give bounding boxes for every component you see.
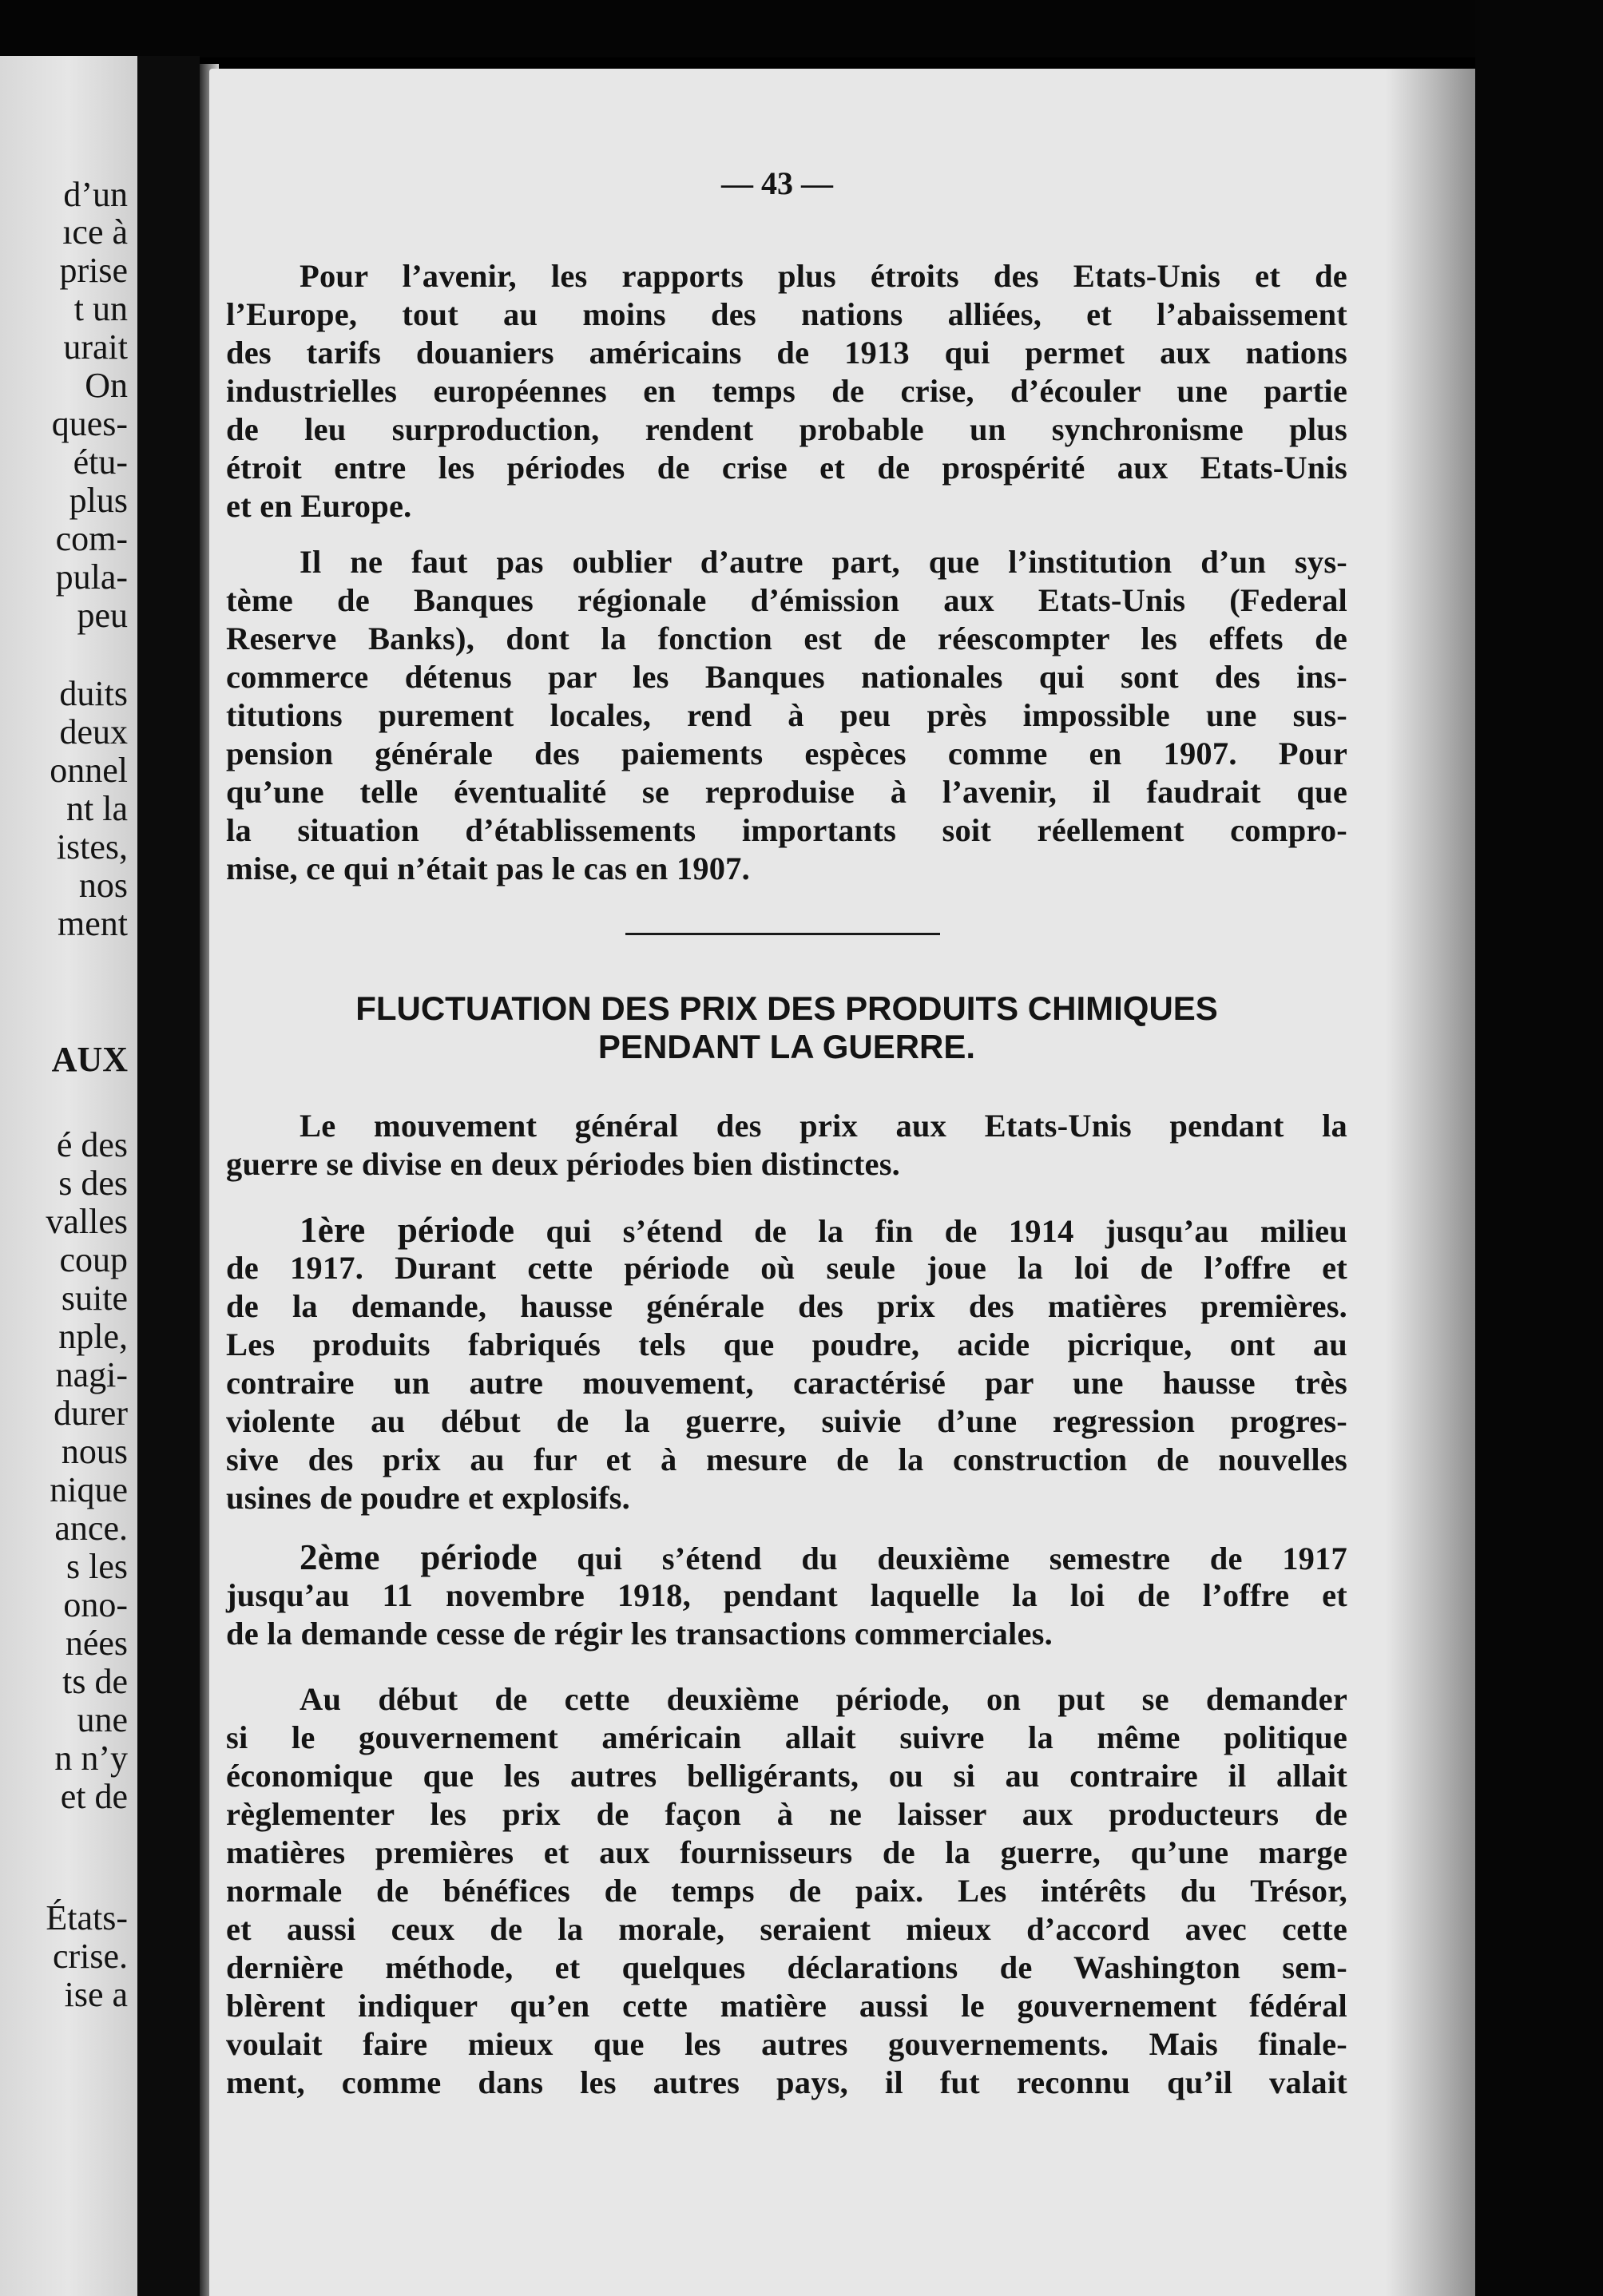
previous-page-text-fragment: s les <box>66 1547 128 1586</box>
text-line: contraire un autre mouvement, caractérisé par une hausse très <box>226 1365 1347 1401</box>
previous-page-text-fragment: nous <box>61 1432 128 1471</box>
previous-page-text-fragment: On <box>85 366 128 405</box>
previous-page-text-fragment: nagi- <box>55 1355 128 1394</box>
text-line: de leu surproduction, rendent probable un synchronisme plus <box>226 411 1347 447</box>
text-line: sive des prix au fur et à mesure de la construction de nouvelles <box>226 1441 1347 1477</box>
period-2-label: 2ème période <box>300 1537 538 1577</box>
text-line: tème de Banques régionale d’émission aux Etats-Unis (Federal <box>226 582 1347 618</box>
previous-page-text-fragment: AUX <box>51 1040 128 1079</box>
text-line: Le mouvement général des prix aux Etats-Unis pendant la <box>300 1108 1347 1144</box>
text-line: normale de bénéfices de temps de paix. Les intérêts du Trésor, <box>226 1873 1347 1909</box>
previous-page-text-fragment: d’un <box>63 175 128 214</box>
previous-page-text-fragment: duits <box>59 674 128 713</box>
book-binding-gutter <box>137 56 200 2296</box>
previous-page-text-fragment: suite <box>61 1279 128 1318</box>
previous-page-text-fragment: une <box>77 1700 128 1739</box>
text-line: la situation d’établissements importants soit réellement compro- <box>226 812 1347 848</box>
paragraph-first-period <box>226 1211 1347 1517</box>
text-line: Pour l’avenir, les rapports plus étroits des Etats-Unis et de <box>300 258 1347 294</box>
text-line: usines de poudre et explosifs. <box>226 1480 630 1516</box>
previous-page-text-fragment: ques- <box>51 404 128 443</box>
previous-page-text-fragment: é des <box>56 1125 128 1164</box>
heading-line: FLUCTUATION DES PRIX DES PRODUITS CHIMIQUES <box>355 989 1218 1027</box>
text-line: si le gouvernement américain allait suivre la même politique <box>226 1719 1347 1755</box>
text-line: ment, comme dans les autres pays, il fut reconnu qu’il valait <box>226 2064 1347 2100</box>
previous-page-text-fragment: ance. <box>54 1509 128 1548</box>
previous-page-text-fragment: et de <box>60 1777 128 1816</box>
previous-page-text-fragment: istes, <box>56 827 128 866</box>
previous-page-text-fragment: coup <box>59 1240 128 1279</box>
previous-page-text-fragment: crise. <box>52 1937 128 1976</box>
text-line: industrielles européennes en temps de crise, d’écouler une partie <box>226 373 1347 409</box>
previous-page-text-fragment: t un <box>73 289 128 328</box>
text-line: et en Europe. <box>226 488 412 524</box>
text-line: Au début de cette deuxième période, on put se demander <box>300 1681 1347 1717</box>
previous-page-text-fragment: durer <box>54 1394 128 1433</box>
previous-page-text-fragment: ise a <box>64 1975 128 2014</box>
text-line: commerce détenus par les Banques nationales qui sont des ins- <box>226 659 1347 695</box>
previous-page-text-fragment: nique <box>50 1470 128 1509</box>
heading-line: PENDANT LA GUERRE. <box>597 1028 976 1065</box>
previous-page-text-fragment: s des <box>58 1164 128 1203</box>
previous-page-text-fragment: com- <box>55 519 128 558</box>
text-line: titutions purement locales, rend à peu près impossible une sus- <box>226 697 1347 733</box>
text-line: l’Europe, tout au moins des nations alliées, et l’abaissement <box>226 296 1347 332</box>
text-line: guerre se divise en deux périodes bien distinctes. <box>226 1146 900 1182</box>
previous-page-text-fragment: ment <box>58 904 128 943</box>
text-line <box>226 1538 1347 1576</box>
previous-page-text-fragment: urait <box>63 327 128 367</box>
text-line: violente au début de la guerre, suivie d’une regression progres- <box>226 1403 1347 1439</box>
previous-page-text-fragment: onnel <box>50 751 128 790</box>
previous-page-text-fragment: ts de <box>62 1662 128 1701</box>
scan-top-border <box>0 0 1603 57</box>
text-fragment: qui s’étend de la fin de 1914 jusqu’au milieu <box>514 1213 1348 1249</box>
scan-right-border <box>1475 0 1603 2296</box>
previous-page-text-fragment: ono- <box>63 1585 128 1624</box>
paragraph-future-relations <box>226 257 1347 525</box>
period-1-label: 1ère période <box>300 1210 515 1250</box>
text-line: des tarifs douaniers américains de 1913 qui permet aux nations <box>226 335 1347 371</box>
previous-page-text-fragment: nées <box>65 1624 128 1663</box>
previous-page-text-fragment: nt la <box>66 789 128 828</box>
text-line: Reserve Banks), dont la fonction est de réescompter les effets de <box>226 621 1347 656</box>
text-line: jusqu’au 11 novembre 1918, pendant laquelle la loi de l’offre et <box>226 1577 1347 1613</box>
text-line: de la demande, hausse générale des prix des matières premières. <box>226 1288 1347 1324</box>
text-line <box>226 1211 1347 1249</box>
text-line: qu’une telle éventualité se reproduise à l’avenir, il faudrait que <box>226 774 1347 810</box>
section-divider-rule <box>625 933 940 935</box>
text-line: de 1917. Durant cette période où seule joue la loi de l’offre et <box>226 1250 1347 1286</box>
text-line: étroit entre les périodes de crise et de prospérité aux Etats-Unis <box>226 450 1347 486</box>
text-line: et aussi ceux de la morale, seraient mieux d’accord avec cette <box>226 1911 1347 1947</box>
text-line: blèrent indiquer qu’en cette matière aussi le gouvernement fédéral <box>226 1988 1347 2024</box>
text-line: économique que les autres belligérants, ou si au contraire il allait <box>226 1758 1347 1794</box>
previous-page-text-fragment: étu- <box>73 442 128 482</box>
text-line: règlementer les prix de façon à ne laisser aux producteurs de <box>226 1796 1347 1832</box>
previous-page-text-fragment: prise <box>59 251 128 290</box>
previous-page-text-fragment: deux <box>59 712 128 751</box>
text-line: dernière méthode, et quelques déclarations de Washington sem- <box>226 1949 1347 1985</box>
previous-page-text-fragment: valles <box>46 1202 128 1241</box>
page-edge-shading <box>1386 69 1475 2296</box>
text-line: pension générale des paiements espèces comme en 1907. Pour <box>226 736 1347 771</box>
paragraph-general-movement <box>226 1107 1347 1184</box>
previous-page-text-fragment: nple, <box>58 1317 128 1356</box>
previous-page-text-fragment: plus <box>69 481 128 520</box>
section-heading <box>226 990 1347 1067</box>
text-line: voulait faire mieux que les autres gouvernements. Mais finale- <box>226 2026 1347 2062</box>
previous-page-text-fragment: États- <box>46 1898 128 1937</box>
previous-page-text-fragment: ıce à <box>62 212 128 252</box>
previous-page-sliver <box>0 56 137 2296</box>
page-number: — 43 — <box>721 165 833 201</box>
previous-page-text-fragment: peu <box>77 596 128 635</box>
text-line: Il ne faut pas oublier d’autre part, que l’institution d’un sys- <box>300 544 1347 580</box>
paragraph-second-period <box>226 1538 1347 1653</box>
paragraph-government-policy <box>226 1680 1347 2102</box>
text-line: Les produits fabriqués tels que poudre, acide picrique, ont au <box>226 1326 1347 1362</box>
text-line: matières premières et aux fournisseurs de la guerre, qu’une marge <box>226 1834 1347 1870</box>
previous-page-text-fragment: n n’y <box>54 1739 128 1778</box>
text-fragment: qui s’étend du deuxième semestre de 1917 <box>537 1541 1347 1576</box>
paragraph-federal-reserve <box>226 543 1347 888</box>
text-line: de la demande cesse de régir les transactions commerciales. <box>226 1616 1053 1652</box>
text-line: mise, ce qui n’était pas le cas en 1907. <box>226 851 750 886</box>
previous-page-text-fragment: pula- <box>55 557 128 597</box>
previous-page-text-fragment: nos <box>78 866 128 905</box>
